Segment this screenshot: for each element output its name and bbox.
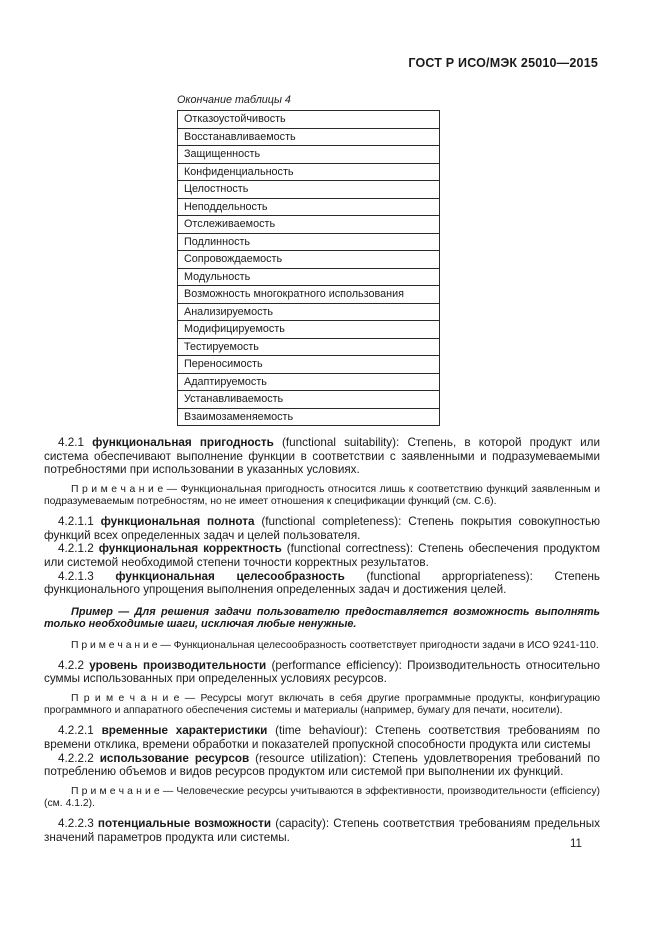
quality-characteristics-table	[177, 110, 440, 426]
term-title: потенциальные возможности	[97, 817, 272, 831]
note-label: П р и м е ч а н и е	[71, 483, 164, 495]
term-paragraph-4-2-2	[44, 659, 600, 686]
term-paragraph-4-2-1-3	[44, 570, 600, 597]
term-paragraph-4-2-2-1	[44, 724, 600, 751]
term-definition: (resource utilization): Степень удовлетворения требований по потреблению объемов и видов ресурсов продуктом или системой при выполнении их функций.	[44, 751, 600, 779]
table-row: Сопровождаемость	[178, 251, 439, 269]
document-header: ГОСТ Р ИСО/МЭК 25010—2015	[408, 56, 598, 70]
clause-number: 4.2.2.3	[58, 817, 94, 831]
table-row: Адаптируемость	[178, 374, 439, 392]
note-text: — Человеческие ресурсы учитываются в эффективности, производительности (efficiency) (см. 4.1.2).	[44, 785, 600, 809]
table-row: Устанавливаемость	[178, 391, 439, 409]
note-label: П р и м е ч а н и е	[71, 639, 158, 651]
clause-number: 4.2.1.3	[58, 569, 94, 583]
note-label: П р и м е ч а н и е	[71, 785, 160, 797]
table-row: Конфиденциальность	[178, 164, 439, 182]
term-title: функциональная целесообразность	[115, 569, 345, 583]
term-definition: (functional suitability): Степень, в которой продукт или система обеспечивают выполнение функции в соответствии с заявленными и подразумеваемыми потребностями при использовании в указанных условиях.	[44, 436, 601, 477]
term-title: временные характеристики	[101, 724, 268, 738]
term-definition: (time behaviour): Степень соответствия требованиям по времени отклика, времени обработки и показателей пропускной способности продукта или системы	[44, 724, 600, 751]
term-paragraph-4-2-1	[44, 436, 600, 477]
term-title: функциональная пригодность	[92, 436, 274, 449]
note-text: — Функциональная пригодность относится лишь к соответствию функций заявленным и подразумеваемым потребностям, но не имеет отношения к спецификации функций (см. С.6).	[44, 483, 601, 507]
table-row: Модифицируемость	[178, 321, 439, 339]
table-row: Целостность	[178, 181, 439, 199]
note-paragraph	[44, 640, 600, 652]
term-definition: (performance efficiency): Производительность относительно суммы использованных при определенных условиях ресурсов.	[44, 658, 601, 686]
clause-number: 4.2.2.2	[58, 751, 94, 765]
table-row: Взаимозаменяемость	[184, 410, 294, 423]
note-label: П р и м е ч а н и е	[71, 692, 180, 704]
term-title: функциональная полнота	[100, 515, 255, 529]
clause-number: 4.2.1	[58, 436, 84, 449]
example-text: Пример — Для решения задачи пользователю предоставляется возможность выполнять только необходимые шаги, исключая любые ненужные.	[44, 605, 600, 631]
table-row: Анализируемость	[178, 304, 439, 322]
term-title: функциональная корректность	[98, 542, 282, 556]
table-row: Неподдельность	[178, 199, 439, 217]
term-title: уровень производительности	[89, 658, 267, 672]
note-text: — Ресурсы могут включать в себя другие программные продукты, конфигурацию программного и аппаратного обеспечения системы и материалы (например, бумагу для печати, носители).	[44, 692, 601, 717]
note-text: — Функциональная целесообразность соответствует пригодности задачи в ИСО 9241-110.	[160, 639, 599, 651]
note-paragraph	[44, 786, 600, 810]
term-title: использование ресурсов	[99, 751, 250, 765]
clause-number: 4.2.1.1	[58, 515, 94, 529]
body-text	[44, 436, 600, 844]
term-paragraph-4-2-2-3	[44, 817, 600, 844]
example-paragraph	[44, 606, 600, 631]
table-row: Отслеживаемость	[178, 216, 439, 234]
table-row: Восстанавливаемость	[178, 129, 439, 147]
table-row: Возможность многократного использования	[178, 286, 439, 304]
clause-number: 4.2.2	[58, 658, 84, 672]
clause-number: 4.2.2.1	[58, 724, 94, 738]
table-row: Тестируемость	[178, 339, 439, 357]
note-paragraph	[44, 484, 600, 508]
term-definition: (capacity): Степень соответствия требованиям предельных значений параметров продукта или системы.	[44, 817, 601, 844]
term-paragraph-4-2-2-2	[44, 752, 600, 779]
table-row: Модульность	[178, 269, 439, 287]
table-row: Подлинность	[178, 234, 439, 252]
term-definition: (functional appropriateness): Степень функционального упрощения выполнения определенных задач и достижения целей.	[44, 569, 600, 597]
table-caption: Окончание таблицы 4	[177, 94, 291, 106]
term-definition: (functional correctness): Степень обеспечения продуктом или системой необходимой степени точности корректных результатов.	[44, 542, 600, 569]
term-paragraph-4-2-1-2	[44, 542, 600, 569]
table-row: Переносимость	[178, 356, 439, 374]
clause-number: 4.2.1.2	[58, 542, 94, 556]
term-paragraph-4-2-1-1	[44, 515, 600, 542]
note-paragraph	[44, 693, 600, 717]
term-definition: (functional completeness): Степень покрытия совокупностью функций всех определенных задач и целей пользователя.	[44, 515, 600, 542]
table-row: Отказоустойчивость	[178, 111, 439, 129]
page-number: 11	[570, 838, 582, 850]
table-row: Защищенность	[178, 146, 439, 164]
